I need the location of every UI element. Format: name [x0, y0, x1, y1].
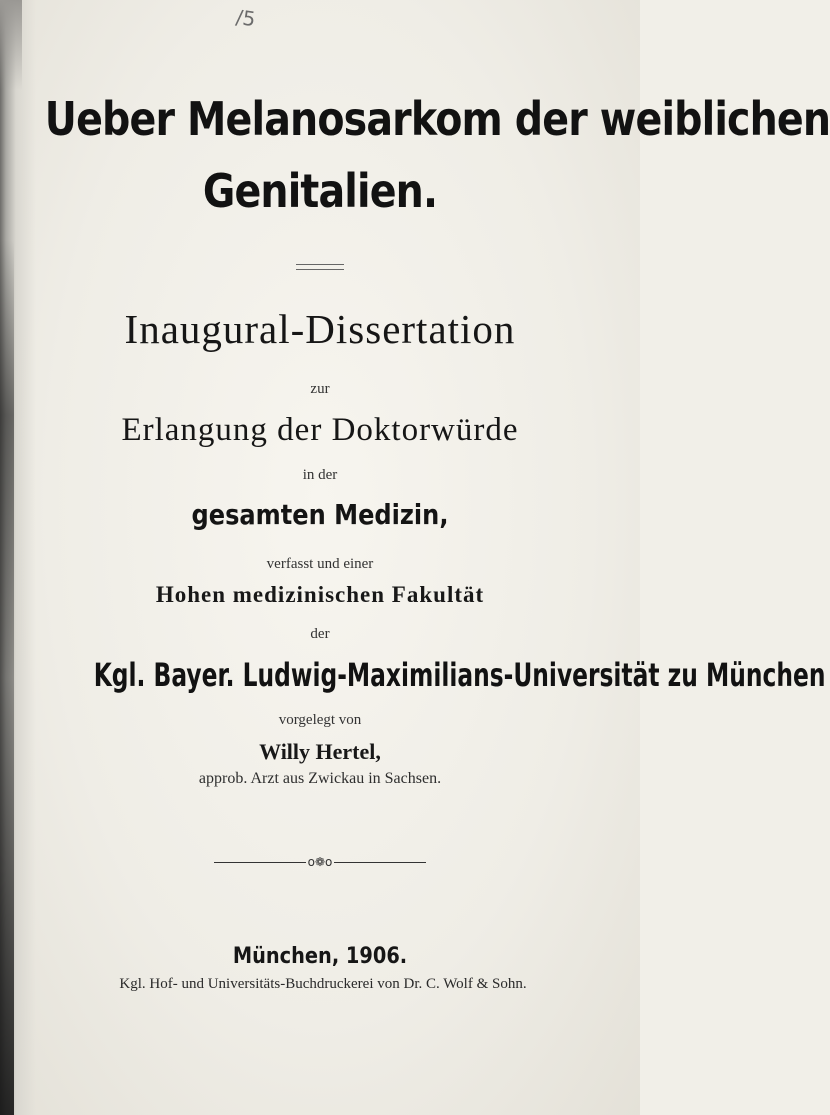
text-der: der [310, 626, 330, 642]
page-corner-shadow [0, 0, 22, 90]
author-name: Willy Hertel, [259, 739, 381, 764]
university-line: Kgl. Bayer. Ludwig-Maximilians-Universität zu München [93, 656, 826, 694]
title-line-1: Ueber Melanosarkom der weiblichen [44, 92, 830, 146]
text-verfasst: verfasst und einer [266, 556, 374, 572]
text-zur: zur [310, 381, 330, 397]
text-in-der: in der [302, 467, 338, 483]
title-line-2: Genitalien. [202, 164, 438, 218]
author-detail: approb. Arzt aus Zwickau in Sachsen. [198, 770, 442, 787]
dissertation-heading: Inaugural-Dissertation [124, 306, 516, 352]
faculty-line: Hohen medizinischen Fakultät [155, 582, 485, 607]
double-rule-divider [296, 264, 344, 270]
ornament-rule-left [214, 862, 306, 863]
place-year: München, 1906. [232, 944, 408, 969]
field-line: gesamten Medizin, [191, 498, 449, 531]
text-vorgelegt: vorgelegt von [278, 712, 362, 728]
handwritten-note: /5 [234, 4, 258, 32]
printer-line: Kgl. Hof- und Universitäts-Buchdruckerei von Dr. C. Wolf & Sohn. [119, 976, 527, 992]
ornamental-divider [0, 853, 640, 871]
purpose-line: Erlangung der Doktorwürde [121, 412, 519, 448]
ornament-flower-icon: o❁o [307, 855, 333, 869]
ornament-rule-right [334, 862, 426, 863]
